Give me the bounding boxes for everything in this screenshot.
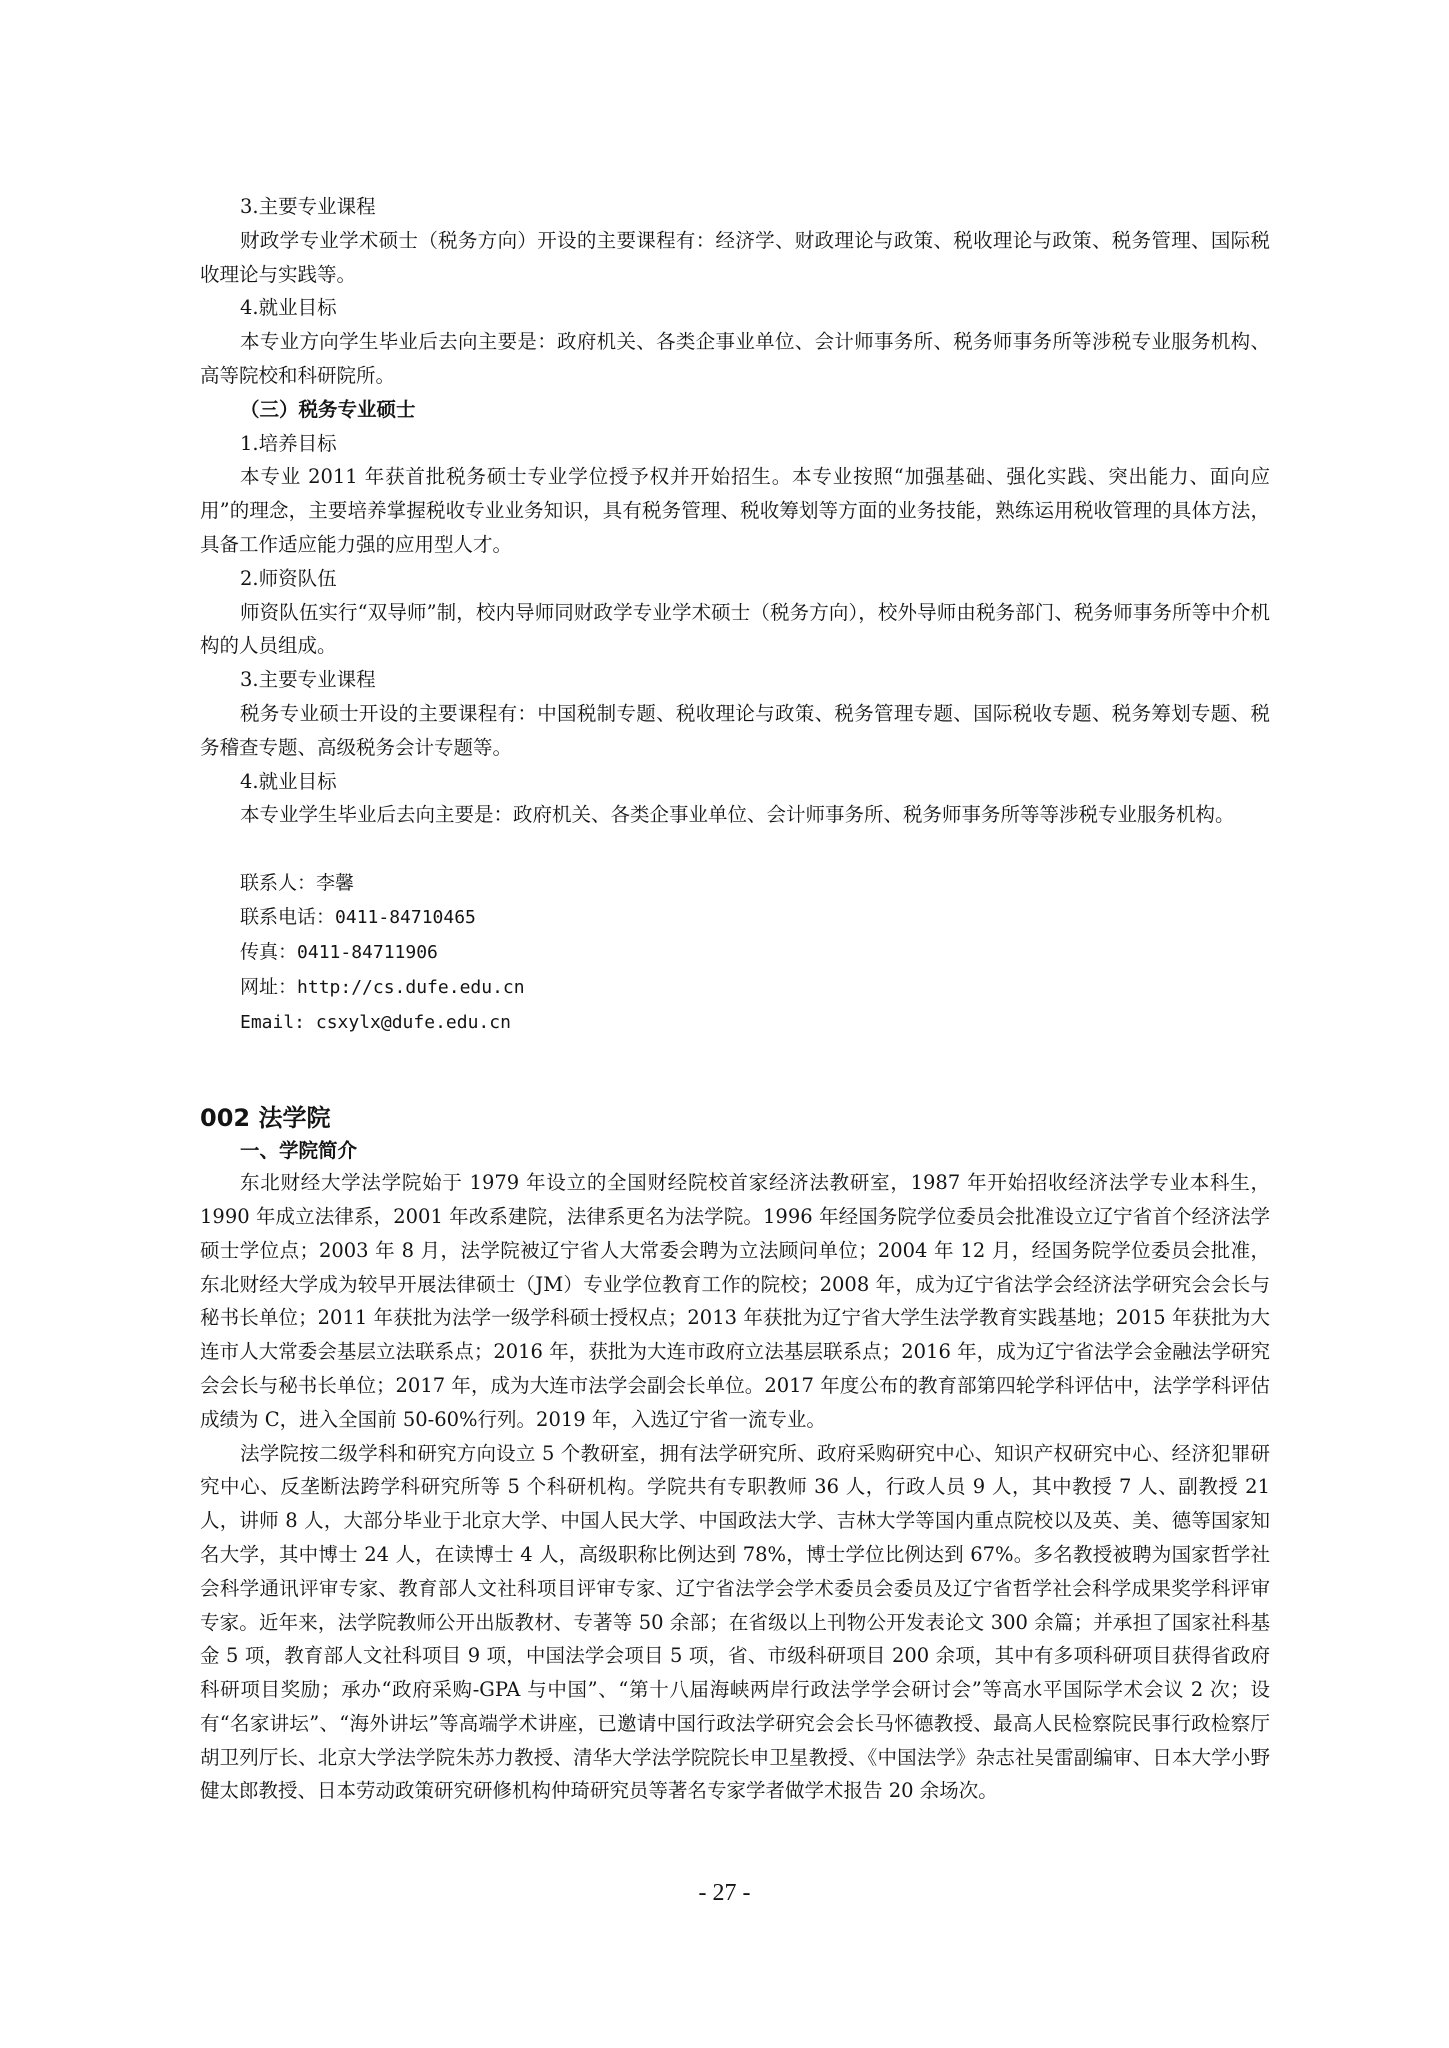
tax-goal-text: 本专业 2011 年获首批税务硕士专业学位授予权并开始招生。本专业按照“加强基础、强化实践、突出能力、面向应用”的理念，主要培养掌握税收专业业务知识，具有税务管理、税收筹划等方面的业务技能，熟练运用税收管理的具体方法，具备工作适应能力强的应用型人才。 xyxy=(200,465,1270,556)
tax-faculty-text: 师资队伍实行“双导师”制，校内导师同财政学专业学术硕士（税务方向），校外导师由税务部门、税务师事务所等中介机构的人员组成。 xyxy=(200,600,1270,658)
employment-heading: 4.就业目标 xyxy=(240,296,337,320)
courses-heading: 3.主要专业课程 xyxy=(240,195,376,218)
contact-website: 网址：http://cs.dufe.edu.cn xyxy=(240,976,525,999)
document-page xyxy=(200,190,1270,1808)
tax-goal-heading: 1.培养目标 xyxy=(240,431,337,455)
page-number: - 27 - xyxy=(698,1880,751,1906)
law-school-title: 002 法学院 xyxy=(200,1104,331,1133)
tax-employment-heading: 4.就业目标 xyxy=(240,769,337,793)
tax-courses-heading: 3.主要专业课程 xyxy=(240,668,376,692)
courses-text: 财政学专业学术硕士（税务方向）开设的主要课程有：经济学、财政理论与政策、税收理论与政策、税务管理、国际税收理论与实践等。 xyxy=(200,228,1270,286)
law-intro-heading: 一、学院简介 xyxy=(240,1139,358,1163)
tax-master-heading: （三）税务专业硕士 xyxy=(240,397,416,421)
website-link[interactable]: http://cs.dufe.edu.cn xyxy=(297,977,525,999)
email-link[interactable]: csxylx@dufe.edu.cn xyxy=(315,1012,511,1034)
law-intro-para-2: 法学院按二级学科和研究方向设立 5 个教研室，拥有法学研究所、政府采购研究中心、知识产权研究中心、经济犯罪研究中心、反垄断法跨学科研究所等 5 个科研机构。学院共有专职教师 36 人，行政人员 9 人，其中教授 7 人、副教授 21 人，讲师 8 人，大部分毕业于北京大学、中国人民大学、中国政法大学、吉林大学等国内重点院校以及英、美、德等国家知名大学，其中博士 24 人，在读博士 4 人，高级职称比例达到 78%，博士学位比例达到 67%。多名教授被聘为国家哲学社会科学通讯评审专家、教育部人文社科项目评审专家、辽宁省法学会学术委员会委员及辽宁省哲学社会科学成果奖学科评审专家。近年来，法学院教师公开出版教材、专著等 50 余部；在省级以上刊物公开发表论文 300 余篇；并承担了国家社科基金 5 项，教育部人文社科项目 9 项，中国法学会项目 5 项，省、市级科研项目 200 余项，其中有多项科研项目获得省政府科研项目奖励；承办“政府采购-GPA 与中国”、“第十八届海峡两岸行政法学学会研讨会”等高水平国际学术会议 2 次；设有“名家讲坛”、“海外讲坛”等高端学术讲座，已邀请中国行政法学研究会会长马怀德教授、最高人民检察院民事行政检察厅胡卫列厅长、北京大学法学院朱苏力教授、清华大学法学院院长申卫星教授、《中国法学》杂志社吴雷副编审、日本大学小野健太郎教授、日本劳动政策研究研修机构仲琦研究员等著名专家学者做学术报告 20 余场次。 xyxy=(200,1441,1270,1803)
contact-email: Email: csxylx@dufe.edu.cn xyxy=(240,1012,511,1034)
tax-faculty-heading: 2.师资队伍 xyxy=(240,566,337,590)
contact-phone: 联系电话：0411-84710465 xyxy=(240,906,476,929)
employment-text: 本专业方向学生毕业后去向主要是：政府机关、各类企事业单位、会计师事务所、税务师事务所等涉税专业服务机构、高等院校和科研院所。 xyxy=(200,330,1270,387)
fax-number: 0411-84711906 xyxy=(297,942,438,964)
phone-number: 0411-84710465 xyxy=(335,907,476,929)
contact-person-name: 李馨 xyxy=(316,872,355,895)
tax-employment-text: 本专业学生毕业后去向主要是：政府机关、各类企事业单位、会计师事务所、税务师事务所等等涉税专业服务机构。 xyxy=(240,803,1235,827)
contact-block xyxy=(200,866,1270,1040)
law-intro-para-1: 东北财经大学法学院始于 1979 年设立的全国财经院校首家经济法教研室，1987 年开始招收经济法学专业本科生，1990 年成立法律系，2001 年改系建院，法律系更名为法学院。1996 年经国务院学位委员会批准设立辽宁省首个经济法学硕士学位点；2003 年 8 月，法学院被辽宁省人大常委会聘为立法顾问单位；2004 年 12 月，经国务院学位委员会批准，东北财经大学成为较早开展法律硕士（JM）专业学位教育工作的院校；2008 年，成为辽宁省法学会经济法学研究会会长与秘书长单位；2011 年获批为法学一级学科硕士授权点；2013 年获批为辽宁省大学生法学教育实践基地；2015 年获批为大连市人大常委会基层立法联系点；2016 年，获批为大连市政府立法基层联系点；2016 年，成为辽宁省法学会金融法学研究会会长与秘书长单位；2017 年，成为大连市法学会副会长单位。2017 年度公布的教育部第四轮学科评估中，法学学科评估成绩为 C，进入全国前 50-60%行列。2019 年，入选辽宁省一流专业。 xyxy=(200,1171,1270,1431)
contact-person: 联系人：李馨 xyxy=(240,872,355,895)
contact-fax: 传真：0411-84711906 xyxy=(240,941,438,964)
tax-courses-text: 税务专业硕士开设的主要课程有：中国税制专题、税收理论与政策、税务管理专题、国际税收专题、税务筹划专题、税务稽查专题、高级税务会计专题等。 xyxy=(200,701,1270,759)
